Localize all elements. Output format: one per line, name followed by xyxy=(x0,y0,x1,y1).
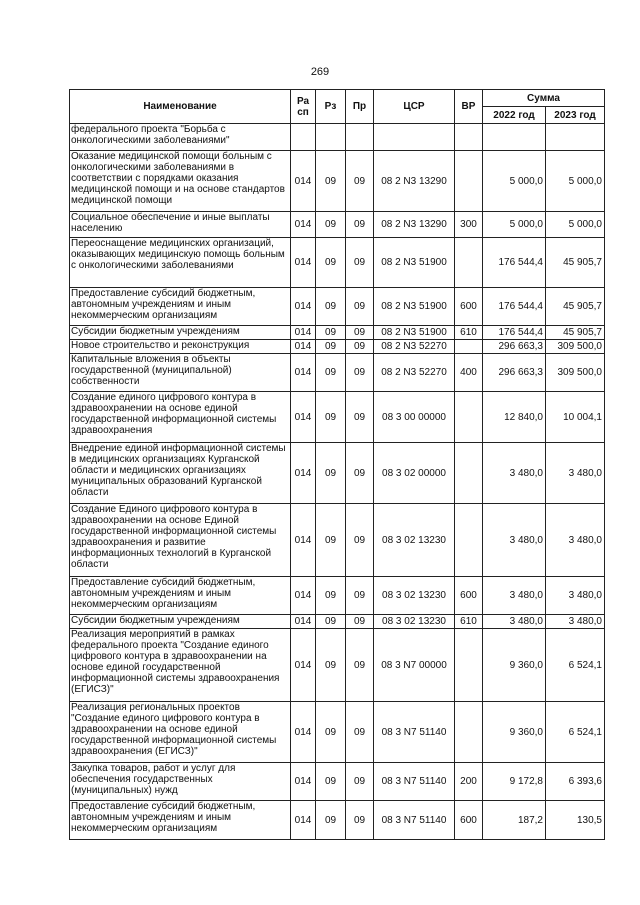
table-row xyxy=(70,504,605,577)
cell-csr: 08 3 N7 51140 xyxy=(374,763,455,801)
cell-name: Оказание медицинской помощи больным с онкологическими заболеваниями в соответствии с порядками оказания медицинской помощи и на основе стандартов медицинской помощи xyxy=(70,151,291,212)
cell-csr: 08 2 N3 51900 xyxy=(374,288,455,326)
cell-rz: 09 xyxy=(316,354,346,392)
table-row xyxy=(70,629,605,702)
cell-y2022: 176 544,4 xyxy=(483,288,546,326)
table-row xyxy=(70,615,605,629)
cell-rasp: 014 xyxy=(291,354,316,392)
cell-csr: 08 3 02 13230 xyxy=(374,577,455,615)
cell-vr xyxy=(455,238,483,288)
cell-csr: 08 3 02 13230 xyxy=(374,615,455,629)
cell-name: Предоставление субсидий бюджетным, автономным учреждениям и иным некоммерческим организациям xyxy=(70,288,291,326)
cell-rz: 09 xyxy=(316,392,346,443)
cell-rz: 09 xyxy=(316,702,346,763)
cell-rz: 09 xyxy=(316,763,346,801)
header-rz: Рз xyxy=(316,90,346,124)
cell-y2023: 3 480,0 xyxy=(546,504,605,577)
cell-pr: 09 xyxy=(346,763,374,801)
cell-vr: 610 xyxy=(455,326,483,340)
cell-y2022: 3 480,0 xyxy=(483,504,546,577)
cell-pr: 09 xyxy=(346,212,374,238)
header-vr: ВР xyxy=(455,90,483,124)
cell-y2022: 176 544,4 xyxy=(483,326,546,340)
cell-vr: 600 xyxy=(455,577,483,615)
cell-rz: 09 xyxy=(316,615,346,629)
cell-pr: 09 xyxy=(346,801,374,840)
cell-name: Реализация мероприятий в рамках федерального проекта "Создание единого цифрового контура в здравоохранении на основе единой государственной информационной системы здравоохранения (ЕГИСЗ)" xyxy=(70,629,291,702)
cell-rasp xyxy=(291,124,316,151)
cell-rasp: 014 xyxy=(291,702,316,763)
cell-rasp: 014 xyxy=(291,801,316,840)
cell-pr: 09 xyxy=(346,629,374,702)
cell-y2023: 5 000,0 xyxy=(546,212,605,238)
cell-vr: 600 xyxy=(455,288,483,326)
table-row xyxy=(70,124,605,151)
header-rasp: Ра сп xyxy=(291,90,316,124)
cell-y2023: 6 393,6 xyxy=(546,763,605,801)
cell-csr: 08 2 N3 52270 xyxy=(374,340,455,354)
cell-y2022: 187,2 xyxy=(483,801,546,840)
cell-rz: 09 xyxy=(316,577,346,615)
cell-y2023 xyxy=(546,124,605,151)
cell-csr: 08 3 02 00000 xyxy=(374,443,455,504)
cell-csr: 08 3 N7 51140 xyxy=(374,801,455,840)
header-pr: Пр xyxy=(346,90,374,124)
cell-csr xyxy=(374,124,455,151)
cell-vr xyxy=(455,124,483,151)
cell-y2023: 309 500,0 xyxy=(546,354,605,392)
cell-rasp: 014 xyxy=(291,212,316,238)
cell-rasp: 014 xyxy=(291,340,316,354)
cell-name: Капитальные вложения в объекты государственной (муниципальной) собственности xyxy=(70,354,291,392)
cell-rasp: 014 xyxy=(291,443,316,504)
cell-rz: 09 xyxy=(316,151,346,212)
cell-rasp: 014 xyxy=(291,629,316,702)
cell-rz: 09 xyxy=(316,212,346,238)
cell-csr: 08 2 N3 13290 xyxy=(374,151,455,212)
cell-rasp: 014 xyxy=(291,151,316,212)
cell-rasp: 014 xyxy=(291,392,316,443)
cell-y2023: 45 905,7 xyxy=(546,238,605,288)
cell-y2022 xyxy=(483,124,546,151)
cell-y2023: 3 480,0 xyxy=(546,443,605,504)
cell-y2022: 3 480,0 xyxy=(483,443,546,504)
cell-y2022: 176 544,4 xyxy=(483,238,546,288)
cell-rasp: 014 xyxy=(291,288,316,326)
cell-name: федерального проекта "Борьба с онкологическими заболеваниями" xyxy=(70,124,291,151)
table-row xyxy=(70,763,605,801)
cell-rasp: 014 xyxy=(291,326,316,340)
table-row xyxy=(70,702,605,763)
cell-vr xyxy=(455,629,483,702)
cell-csr: 08 3 02 13230 xyxy=(374,504,455,577)
budget-table xyxy=(69,89,605,840)
cell-y2022: 296 663,3 xyxy=(483,354,546,392)
cell-y2022: 9 360,0 xyxy=(483,629,546,702)
cell-csr: 08 2 N3 13290 xyxy=(374,212,455,238)
header-sum: Сумма xyxy=(483,90,605,107)
cell-vr: 610 xyxy=(455,615,483,629)
table-row xyxy=(70,577,605,615)
cell-y2023: 5 000,0 xyxy=(546,151,605,212)
cell-csr: 08 3 N7 00000 xyxy=(374,629,455,702)
cell-name: Создание единого цифрового контура в здравоохранении на основе единой государственной информационной системы здравоохранения xyxy=(70,392,291,443)
cell-y2022: 9 360,0 xyxy=(483,702,546,763)
table-row xyxy=(70,151,605,212)
cell-rz xyxy=(316,124,346,151)
cell-pr: 09 xyxy=(346,577,374,615)
cell-y2023: 45 905,7 xyxy=(546,288,605,326)
cell-vr xyxy=(455,392,483,443)
cell-vr: 600 xyxy=(455,801,483,840)
cell-rz: 09 xyxy=(316,340,346,354)
cell-rasp: 014 xyxy=(291,577,316,615)
header-2023: 2023 год xyxy=(546,107,605,124)
cell-pr: 09 xyxy=(346,354,374,392)
cell-csr: 08 3 00 00000 xyxy=(374,392,455,443)
table-row xyxy=(70,443,605,504)
cell-vr xyxy=(455,702,483,763)
cell-rasp: 014 xyxy=(291,615,316,629)
cell-csr: 08 2 N3 52270 xyxy=(374,354,455,392)
cell-rasp: 014 xyxy=(291,238,316,288)
cell-y2023: 3 480,0 xyxy=(546,577,605,615)
cell-y2022: 5 000,0 xyxy=(483,212,546,238)
cell-csr: 08 2 N3 51900 xyxy=(374,238,455,288)
table-row xyxy=(70,326,605,340)
cell-name: Внедрение единой информационной системы в медицинских организациях Курганской области и медицинских организациях муниципальных образований Курганской области xyxy=(70,443,291,504)
cell-vr xyxy=(455,151,483,212)
cell-y2023: 6 524,1 xyxy=(546,702,605,763)
cell-csr: 08 3 N7 51140 xyxy=(374,702,455,763)
cell-rz: 09 xyxy=(316,443,346,504)
cell-name: Социальное обеспечение и иные выплаты населению xyxy=(70,212,291,238)
header-name: Наименование xyxy=(70,90,291,124)
cell-vr: 200 xyxy=(455,763,483,801)
header-csr: ЦСР xyxy=(374,90,455,124)
cell-name: Субсидии бюджетным учреждениям xyxy=(70,615,291,629)
cell-rz: 09 xyxy=(316,288,346,326)
cell-rz: 09 xyxy=(316,801,346,840)
cell-rz: 09 xyxy=(316,326,346,340)
cell-vr xyxy=(455,340,483,354)
cell-y2023: 10 004,1 xyxy=(546,392,605,443)
cell-y2023: 45 905,7 xyxy=(546,326,605,340)
cell-y2023: 309 500,0 xyxy=(546,340,605,354)
cell-y2022: 296 663,3 xyxy=(483,340,546,354)
cell-csr: 08 2 N3 51900 xyxy=(374,326,455,340)
table-row xyxy=(70,354,605,392)
page-number: 269 xyxy=(310,66,330,78)
cell-y2022: 9 172,8 xyxy=(483,763,546,801)
cell-pr: 09 xyxy=(346,504,374,577)
cell-pr: 09 xyxy=(346,615,374,629)
cell-rasp: 014 xyxy=(291,504,316,577)
cell-rasp: 014 xyxy=(291,763,316,801)
cell-vr: 400 xyxy=(455,354,483,392)
cell-rz: 09 xyxy=(316,238,346,288)
cell-pr: 09 xyxy=(346,326,374,340)
table-row xyxy=(70,212,605,238)
cell-y2023: 3 480,0 xyxy=(546,615,605,629)
cell-y2023: 130,5 xyxy=(546,801,605,840)
cell-vr xyxy=(455,504,483,577)
cell-y2022: 12 840,0 xyxy=(483,392,546,443)
cell-pr: 09 xyxy=(346,443,374,504)
cell-pr: 09 xyxy=(346,288,374,326)
cell-pr: 09 xyxy=(346,702,374,763)
table-row xyxy=(70,238,605,288)
table-row xyxy=(70,801,605,840)
cell-y2023: 6 524,1 xyxy=(546,629,605,702)
cell-vr xyxy=(455,443,483,504)
cell-rz: 09 xyxy=(316,504,346,577)
cell-name: Реализация региональных проектов "Создание единого цифрового контура в здравоохранении на основе единой государственной информационной системы здравоохранения (ЕГИСЗ)" xyxy=(70,702,291,763)
cell-rz: 09 xyxy=(316,629,346,702)
cell-name: Создание Единого цифрового контура в здравоохранении на основе Единой государственной информационной системы здравоохранения и развитие информационных технологий в Курганской области xyxy=(70,504,291,577)
cell-y2022: 3 480,0 xyxy=(483,615,546,629)
cell-pr: 09 xyxy=(346,392,374,443)
table-row xyxy=(70,340,605,354)
cell-name: Переоснащение медицинских организаций, оказывающих медицинскую помощь больным с онкологическими заболеваниями xyxy=(70,238,291,288)
cell-name: Новое строительство и реконструкция xyxy=(70,340,291,354)
cell-name: Субсидии бюджетным учреждениям xyxy=(70,326,291,340)
table-row xyxy=(70,288,605,326)
cell-pr: 09 xyxy=(346,340,374,354)
cell-name: Закупка товаров, работ и услуг для обеспечения государственных (муниципальных) нужд xyxy=(70,763,291,801)
cell-vr: 300 xyxy=(455,212,483,238)
cell-y2022: 5 000,0 xyxy=(483,151,546,212)
header-2022: 2022 год xyxy=(483,107,546,124)
cell-y2022: 3 480,0 xyxy=(483,577,546,615)
cell-pr: 09 xyxy=(346,151,374,212)
cell-name: Предоставление субсидий бюджетным, автономным учреждениям и иным некоммерческим организациям xyxy=(70,801,291,840)
table-row xyxy=(70,392,605,443)
cell-pr: 09 xyxy=(346,238,374,288)
cell-pr xyxy=(346,124,374,151)
cell-name: Предоставление субсидий бюджетным, автономным учреждениям и иным некоммерческим организациям xyxy=(70,577,291,615)
